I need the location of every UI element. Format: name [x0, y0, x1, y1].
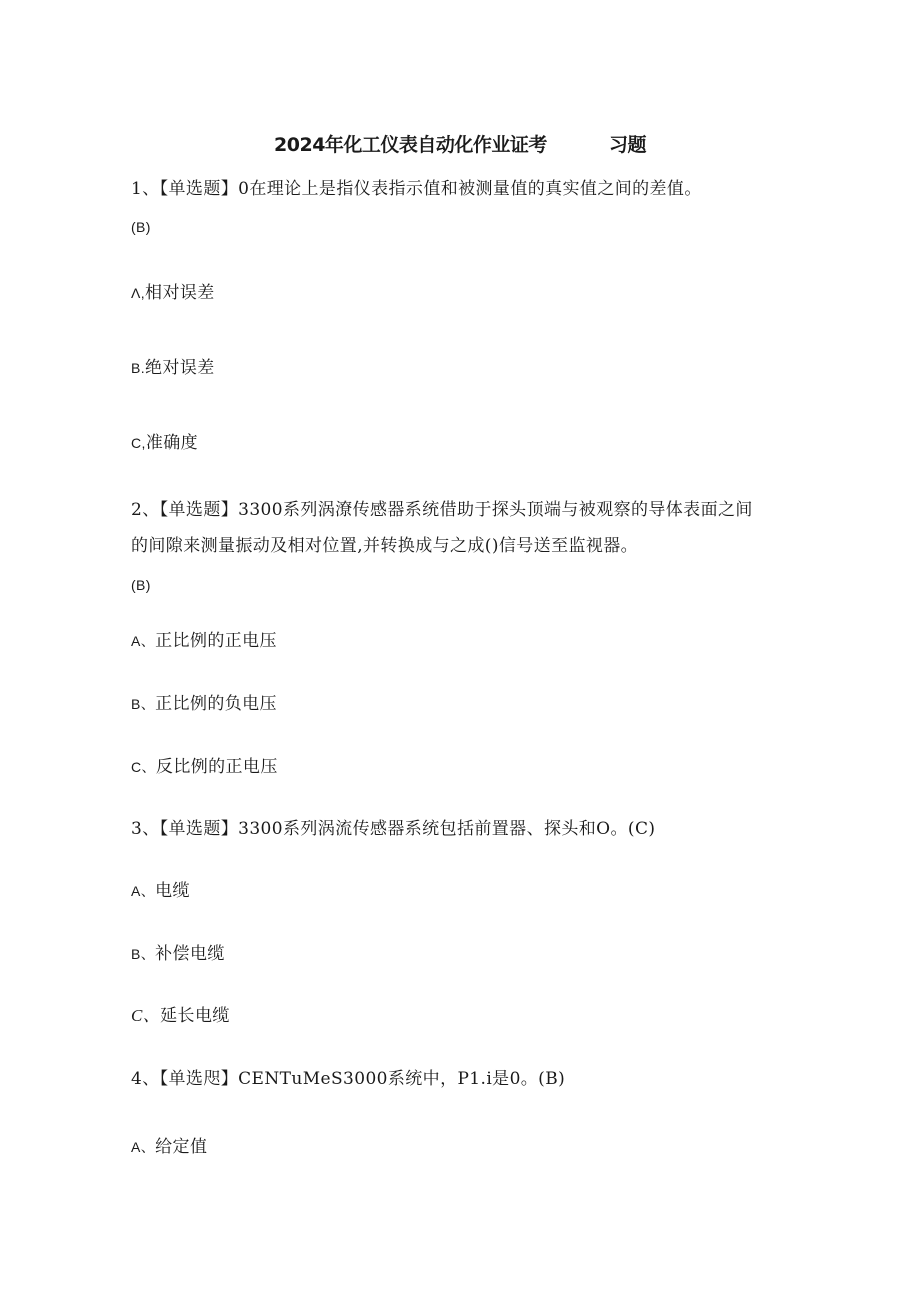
question-3-option-c: [131, 1005, 230, 1027]
question-2-stem-line-2: 的间隙来测量振动及相对位置,并转换成与之成()信号送至监视器。: [131, 536, 639, 556]
option-text: 电缆: [155, 881, 190, 901]
option-text: 延长电缆: [160, 1006, 230, 1026]
option-letter: C、: [131, 759, 156, 775]
option-text: 补偿电缆: [155, 944, 225, 964]
option-letter: B、: [131, 696, 156, 712]
option-letter: A、: [131, 883, 156, 899]
option-text: 绝对误差: [145, 358, 215, 378]
option-letter: Λ,: [131, 285, 146, 301]
page-title-suffix: 习题: [608, 134, 646, 156]
option-letter: A、: [131, 1139, 156, 1155]
question-1-stem: 1、【单选题】0在理论上是指仪表指示值和被测量值的真实值之间的差值。: [131, 179, 702, 199]
option-letter: A、: [131, 633, 156, 649]
question-3-option-b: [131, 943, 225, 965]
question-2-answer: (B): [131, 577, 151, 593]
question-1-option-b: [131, 357, 215, 379]
question-3-option-a: [131, 880, 190, 902]
question-2-option-c: [131, 756, 278, 778]
option-letter: B、: [131, 946, 156, 962]
option-text: 正比例的负电压: [155, 694, 277, 714]
page-title-main: 2024年化工仪表自动化作业证考: [274, 134, 547, 156]
question-2-option-b: [131, 693, 277, 715]
question-1-option-a: [131, 282, 215, 304]
question-4-stem: 4、【单选咫】CENTuMeS3000系统中，P1.i是0。(B): [131, 1069, 566, 1089]
question-4-option-a: [131, 1136, 207, 1158]
question-1-option-c: [131, 432, 198, 454]
option-letter: C、: [131, 1006, 161, 1025]
question-2-stem-line-1: 2、【单选题】3300系列涡潦传感器系统借助于探头顶端与被观察的导体表面之间: [131, 500, 753, 520]
option-text: 相对误差: [145, 283, 215, 303]
option-text: 给定值: [155, 1137, 208, 1157]
option-text: 反比例的正电压: [155, 757, 278, 777]
option-letter: B.: [131, 360, 146, 376]
question-3-stem: 3、【单选题】3300系列涡流传感器系统包括前置器、探头和O。(C): [131, 819, 656, 839]
option-text: 准确度: [145, 433, 199, 453]
page-title: [0, 130, 920, 157]
question-1-answer: (B): [131, 219, 151, 235]
option-letter: C,: [131, 435, 146, 451]
option-text: 正比例的正电压: [155, 631, 277, 651]
question-2-option-a: [131, 630, 277, 652]
